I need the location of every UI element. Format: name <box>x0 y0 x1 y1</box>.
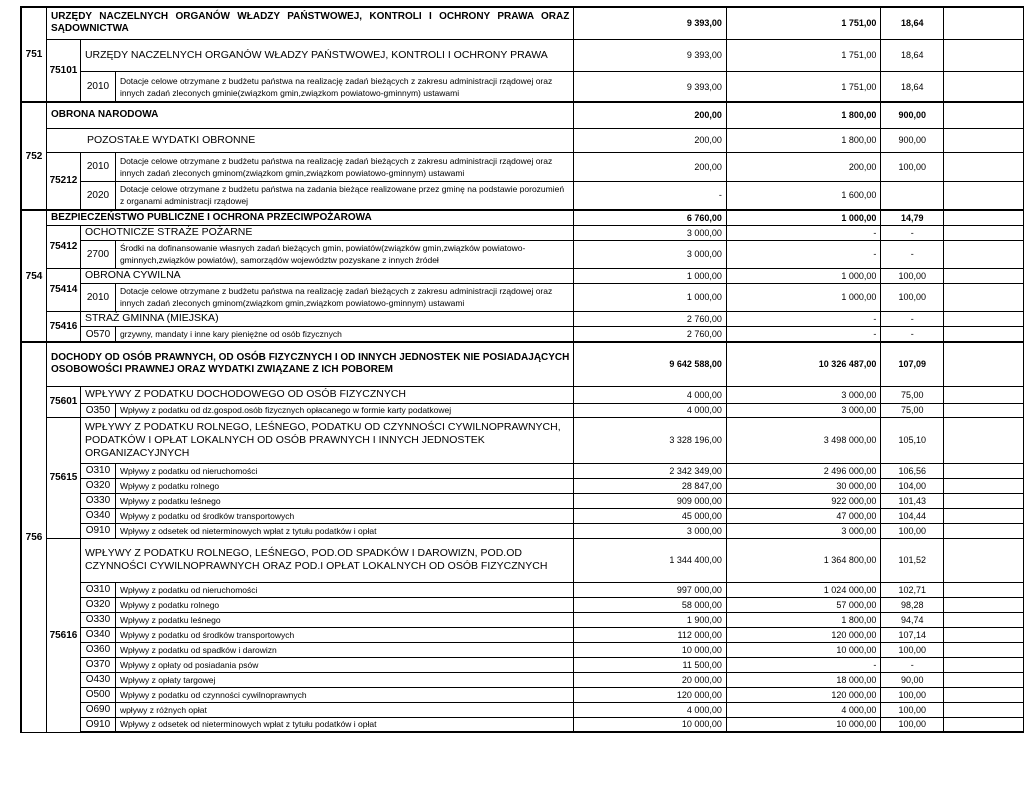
section-name: OBRONA NARODOWA <box>46 102 573 128</box>
percent-value: 14,79 <box>881 210 944 225</box>
paragraf-code: O330 <box>80 493 115 508</box>
dzial-code: 754 <box>21 210 46 342</box>
percent-value <box>881 181 944 210</box>
chapter-name: POZOSTAŁE WYDATKI OBRONNE <box>46 128 573 152</box>
paragraph-row <box>21 283 1024 311</box>
execution-value: - <box>726 657 880 672</box>
percent-value: 900,00 <box>881 128 944 152</box>
execution-value: 1 364 800,00 <box>726 538 880 582</box>
chapter-name: WPŁYWY Z PODATKU ROLNEGO, LEŚNEGO, POD.OD SPADKÓW I DAROWIZN, POD.OD CZYNNOŚCI CYWILNOPRAWNYCH ORAZ POD.I OPŁAT LOKALNYCH OD OSÓB FIZYCZNYCH <box>80 538 573 582</box>
empty-cell <box>944 717 1024 732</box>
percent-value: 100,00 <box>881 642 944 657</box>
plan-value: 2 342 349,00 <box>574 463 727 478</box>
rozdzial-code: 75601 <box>46 386 80 417</box>
plan-value: 909 000,00 <box>574 493 727 508</box>
paragraph-name: Wpływy z podatku od czynności cywilnoprawnych <box>115 687 573 702</box>
empty-cell <box>944 181 1024 210</box>
paragraph-name: Wpływy z podatku od nieruchomości <box>115 463 573 478</box>
execution-value: 10 326 487,00 <box>726 342 880 386</box>
percent-value: 75,00 <box>881 386 944 403</box>
paragraph-name: Dotacje celowe otrzymane z budżetu państwa na realizację zadań bieżących z zakresu administracji rządowej oraz innych zadań zleconych gminom(związkom gmin,związkom powiatowo-gminnym) ustawami <box>115 152 573 181</box>
empty-cell <box>944 417 1024 463</box>
plan-value: 2 760,00 <box>574 311 727 326</box>
paragraph-row <box>21 627 1024 642</box>
plan-value: 3 000,00 <box>574 523 727 538</box>
execution-value: 30 000,00 <box>726 478 880 493</box>
plan-value: 3 000,00 <box>574 225 727 240</box>
rozdzial-code: 75212 <box>46 152 80 210</box>
empty-cell <box>944 386 1024 403</box>
execution-value: 10 000,00 <box>726 717 880 732</box>
execution-value: 1 000,00 <box>726 210 880 225</box>
plan-value: 10 000,00 <box>574 642 727 657</box>
empty-cell <box>944 102 1024 128</box>
paragraph-name: Wpływy z opłaty targowej <box>115 672 573 687</box>
rozdzial-code: 75101 <box>46 39 80 102</box>
empty-cell <box>944 403 1024 417</box>
empty-cell <box>944 210 1024 225</box>
paragraph-row <box>21 597 1024 612</box>
execution-value: 4 000,00 <box>726 702 880 717</box>
section-name: URZĘDY NACZELNYCH ORGANÓW WŁADZY PAŃSTWOWEJ, KONTROLI I OCHRONY PRAWA ORAZ SĄDOWNICTWA <box>46 7 573 39</box>
percent-value: 18,64 <box>881 71 944 102</box>
percent-value: - <box>881 326 944 342</box>
empty-cell <box>944 493 1024 508</box>
empty-cell <box>944 687 1024 702</box>
plan-value: 200,00 <box>574 152 727 181</box>
percent-value: 101,43 <box>881 493 944 508</box>
rozdzial-code: 75414 <box>46 268 80 311</box>
paragraf-code: O360 <box>80 642 115 657</box>
dzial-code: 756 <box>21 342 46 732</box>
paragraf-code: 2020 <box>80 181 115 210</box>
percent-value: 107,14 <box>881 627 944 642</box>
plan-value: 58 000,00 <box>574 597 727 612</box>
empty-cell <box>944 128 1024 152</box>
chapter-row <box>21 386 1024 403</box>
paragraph-row <box>21 523 1024 538</box>
execution-value: 1 024 000,00 <box>726 582 880 597</box>
paragraph-name: Wpływy z podatku od nieruchomości <box>115 582 573 597</box>
execution-value: - <box>726 225 880 240</box>
paragraph-row <box>21 687 1024 702</box>
chapter-row <box>21 311 1024 326</box>
execution-value: 120 000,00 <box>726 687 880 702</box>
execution-value: 200,00 <box>726 152 880 181</box>
empty-cell <box>944 523 1024 538</box>
percent-value: 100,00 <box>881 283 944 311</box>
section-name: DOCHODY OD OSÓB PRAWNYCH, OD OSÓB FIZYCZNYCH I OD INNYCH JEDNOSTEK NIE POSIADAJĄCYCH OSOBOWOŚCI PRAWNEJ ORAZ WYDATKI ZWIĄZANE Z ICH POBOREM <box>46 342 573 386</box>
empty-cell <box>944 342 1024 386</box>
percent-value: 18,64 <box>881 39 944 71</box>
paragraf-code: O370 <box>80 657 115 672</box>
paragraf-code: O340 <box>80 627 115 642</box>
paragraph-row <box>21 508 1024 523</box>
percent-value: - <box>881 311 944 326</box>
paragraf-code: O350 <box>80 403 115 417</box>
execution-value: 3 000,00 <box>726 523 880 538</box>
paragraph-row <box>21 478 1024 493</box>
paragraph-row <box>21 152 1024 181</box>
chapter-row <box>21 268 1024 283</box>
plan-value: 1 000,00 <box>574 268 727 283</box>
rozdzial-code: 75615 <box>46 417 80 538</box>
paragraf-code: O430 <box>80 672 115 687</box>
paragraph-row <box>21 582 1024 597</box>
plan-value: 4 000,00 <box>574 386 727 403</box>
empty-cell <box>944 268 1024 283</box>
paragraph-name: Środki na dofinansowanie własnych zadań bieżących gmin, powiatów(związków gmin,związków powiatowo-gminnych,związków powiatów), samorządów województw pozyskane z innych źródeł <box>115 240 573 268</box>
paragraph-row <box>21 403 1024 417</box>
paragraph-name: Dotacje celowe otrzymane z budżetu państwa na realizację zadań bieżących z zakresu administracji rządowej oraz innych zadań zleconych gminie(związkom gmin,związkom powiatowo-gminnym) ustawami <box>115 71 573 102</box>
paragraph-name: Wpływy z odsetek od nieterminowych wpłat z tytułu podatków i opłat <box>115 717 573 732</box>
chapter-name: STRAŻ GMINNA (MIEJSKA) <box>80 311 573 326</box>
paragraph-name: Wpływy z podatku od spadków i darowizn <box>115 642 573 657</box>
empty-cell <box>944 152 1024 181</box>
percent-value: 100,00 <box>881 523 944 538</box>
plan-value: 120 000,00 <box>574 687 727 702</box>
section-row <box>21 210 1024 225</box>
plan-value: 1 900,00 <box>574 612 727 627</box>
section-row <box>21 342 1024 386</box>
percent-value: 100,00 <box>881 717 944 732</box>
percent-value: - <box>881 225 944 240</box>
paragraf-code: O910 <box>80 717 115 732</box>
plan-value: 1 344 400,00 <box>574 538 727 582</box>
execution-value: 1 000,00 <box>726 283 880 311</box>
paragraph-name: Wpływy z podatku od środków transportowych <box>115 508 573 523</box>
empty-cell <box>944 39 1024 71</box>
paragraf-code: O310 <box>80 463 115 478</box>
empty-cell <box>944 538 1024 582</box>
paragraph-name: Wpływy z podatku leśnego <box>115 612 573 627</box>
execution-value: 1 600,00 <box>726 181 880 210</box>
empty-cell <box>944 702 1024 717</box>
paragraph-name: Wpływy z podatku od dz.gospod.osób fizycznych opłacanego w formie karty podatkowej <box>115 403 573 417</box>
empty-cell <box>944 612 1024 627</box>
paragraph-name: Wpływy z podatku rolnego <box>115 478 573 493</box>
empty-cell <box>944 225 1024 240</box>
paragraph-name: Dotacje celowe otrzymane z budżetu państwa na realizację zadań bieżących z zakresu administracji rządowej oraz innych zadań zleconych gminom(związkom gmin,związkom powiatowo-gminnym) ustawami <box>115 283 573 311</box>
paragraph-name: grzywny, mandaty i inne kary pieniężne od osób fizycznych <box>115 326 573 342</box>
paragraph-row <box>21 642 1024 657</box>
paragraf-code: 2010 <box>80 283 115 311</box>
execution-value: 57 000,00 <box>726 597 880 612</box>
paragraf-code: O330 <box>80 612 115 627</box>
paragraf-code: O570 <box>80 326 115 342</box>
plan-value: 10 000,00 <box>574 717 727 732</box>
plan-value: 2 760,00 <box>574 326 727 342</box>
execution-value: 47 000,00 <box>726 508 880 523</box>
empty-cell <box>944 582 1024 597</box>
percent-value: 106,56 <box>881 463 944 478</box>
percent-value: - <box>881 657 944 672</box>
empty-cell <box>944 657 1024 672</box>
chapter-name: WPŁYWY Z PODATKU ROLNEGO, LEŚNEGO, PODATKU OD CZYNNOŚCI CYWILNOPRAWNYCH, PODATKÓW I OPŁAT LOKALNYCH OD OSÓB PRAWNYCH I INNYCH JEDNOSTEK ORGANIZACYJNYCH <box>80 417 573 463</box>
plan-value: 28 847,00 <box>574 478 727 493</box>
plan-value: 200,00 <box>574 128 727 152</box>
rozdzial-code: 75416 <box>46 311 80 342</box>
execution-value: 922 000,00 <box>726 493 880 508</box>
section-row <box>21 102 1024 128</box>
percent-value: 104,00 <box>881 478 944 493</box>
percent-value: 90,00 <box>881 672 944 687</box>
paragraf-code: O310 <box>80 582 115 597</box>
empty-cell <box>944 326 1024 342</box>
plan-value: 200,00 <box>574 102 727 128</box>
paragraf-code: O340 <box>80 508 115 523</box>
paragraph-row <box>21 717 1024 732</box>
paragraph-row <box>21 672 1024 687</box>
plan-value: 9 642 588,00 <box>574 342 727 386</box>
budget-income-table <box>20 6 1024 733</box>
paragraf-code: 2700 <box>80 240 115 268</box>
empty-cell <box>944 627 1024 642</box>
chapter-name: WPŁYWY Z PODATKU DOCHODOWEGO OD OSÓB FIZYCZNYCH <box>80 386 573 403</box>
empty-cell <box>944 7 1024 39</box>
empty-cell <box>944 463 1024 478</box>
paragraph-name: Wpływy z podatku rolnego <box>115 597 573 612</box>
empty-cell <box>944 597 1024 612</box>
rozdzial-code: 75412 <box>46 225 80 268</box>
dzial-code: 752 <box>21 102 46 210</box>
execution-value: - <box>726 311 880 326</box>
plan-value: 45 000,00 <box>574 508 727 523</box>
percent-value: 100,00 <box>881 687 944 702</box>
percent-value: 18,64 <box>881 7 944 39</box>
chapter-row <box>21 39 1024 71</box>
execution-value: 3 498 000,00 <box>726 417 880 463</box>
plan-value: 9 393,00 <box>574 7 727 39</box>
paragraf-code: O690 <box>80 702 115 717</box>
section-row <box>21 7 1024 39</box>
plan-value: 6 760,00 <box>574 210 727 225</box>
paragraph-row <box>21 240 1024 268</box>
empty-cell <box>944 672 1024 687</box>
paragraph-row <box>21 326 1024 342</box>
percent-value: 102,71 <box>881 582 944 597</box>
paragraph-name: Wpływy z podatku leśnego <box>115 493 573 508</box>
percent-value: 100,00 <box>881 152 944 181</box>
execution-value: 18 000,00 <box>726 672 880 687</box>
execution-value: 2 496 000,00 <box>726 463 880 478</box>
plan-value: 3 000,00 <box>574 240 727 268</box>
paragraph-row <box>21 493 1024 508</box>
chapter-row <box>21 417 1024 463</box>
execution-value: 3 000,00 <box>726 403 880 417</box>
percent-value: 94,74 <box>881 612 944 627</box>
paragraph-name: Wpływy z odsetek od nieterminowych wpłat z tytułu podatków i opłat <box>115 523 573 538</box>
plan-value: 4 000,00 <box>574 403 727 417</box>
execution-value: - <box>726 326 880 342</box>
execution-value: 120 000,00 <box>726 627 880 642</box>
empty-cell <box>944 508 1024 523</box>
paragraph-row <box>21 181 1024 210</box>
execution-value: 1 751,00 <box>726 71 880 102</box>
plan-value: 1 000,00 <box>574 283 727 311</box>
chapter-row <box>21 538 1024 582</box>
paragraph-row <box>21 71 1024 102</box>
empty-cell <box>944 283 1024 311</box>
paragraf-code: O910 <box>80 523 115 538</box>
paragraph-name: Dotacje celowe otrzymane z budżetu państwa na zadania bieżące realizowane przez gminę na podstawie porozumień z organami administracji rządowej <box>115 181 573 210</box>
empty-cell <box>944 478 1024 493</box>
paragraph-row <box>21 702 1024 717</box>
percent-value: 101,52 <box>881 538 944 582</box>
execution-value: 1 751,00 <box>726 39 880 71</box>
paragraph-name: Wpływy z podatku od środków transportowych <box>115 627 573 642</box>
plan-value: 9 393,00 <box>574 39 727 71</box>
plan-value: 3 328 196,00 <box>574 417 727 463</box>
percent-value: 100,00 <box>881 268 944 283</box>
chapter-row <box>21 128 1024 152</box>
percent-value: 900,00 <box>881 102 944 128</box>
execution-value: 1 800,00 <box>726 128 880 152</box>
paragraf-code: O320 <box>80 597 115 612</box>
empty-cell <box>944 311 1024 326</box>
execution-value: 1 800,00 <box>726 102 880 128</box>
section-name: BEZPIECZEŃSTWO PUBLICZNE I OCHRONA PRZECIWPOŻAROWA <box>46 210 573 225</box>
paragraf-code: O320 <box>80 478 115 493</box>
plan-value: 997 000,00 <box>574 582 727 597</box>
paragraf-code: O500 <box>80 687 115 702</box>
chapter-name: OBRONA CYWILNA <box>80 268 573 283</box>
plan-value: 9 393,00 <box>574 71 727 102</box>
execution-value: 3 000,00 <box>726 386 880 403</box>
plan-value: - <box>574 181 727 210</box>
paragraph-name: wpływy z różnych opłat <box>115 702 573 717</box>
rozdzial-code: 75616 <box>46 538 80 732</box>
execution-value: 10 000,00 <box>726 642 880 657</box>
percent-value: 75,00 <box>881 403 944 417</box>
execution-value: 1 000,00 <box>726 268 880 283</box>
paragraph-row <box>21 612 1024 627</box>
empty-cell <box>944 240 1024 268</box>
percent-value: 104,44 <box>881 508 944 523</box>
chapter-name: OCHOTNICZE STRAŻE POŻARNE <box>80 225 573 240</box>
percent-value: 105,10 <box>881 417 944 463</box>
percent-value: - <box>881 240 944 268</box>
chapter-name: URZĘDY NACZELNYCH ORGANÓW WŁADZY PAŃSTWOWEJ, KONTROLI I OCHRONY PRAWA <box>80 39 573 71</box>
execution-value: - <box>726 240 880 268</box>
paragraf-code: 2010 <box>80 152 115 181</box>
execution-value: 1 800,00 <box>726 612 880 627</box>
plan-value: 4 000,00 <box>574 702 727 717</box>
plan-value: 11 500,00 <box>574 657 727 672</box>
paragraf-code: 2010 <box>80 71 115 102</box>
dzial-code: 751 <box>21 7 46 102</box>
chapter-row <box>21 225 1024 240</box>
execution-value: 1 751,00 <box>726 7 880 39</box>
paragraph-name: Wpływy z opłaty od posiadania psów <box>115 657 573 672</box>
percent-value: 98,28 <box>881 597 944 612</box>
percent-value: 107,09 <box>881 342 944 386</box>
empty-cell <box>944 71 1024 102</box>
percent-value: 100,00 <box>881 702 944 717</box>
plan-value: 20 000,00 <box>574 672 727 687</box>
paragraph-row <box>21 657 1024 672</box>
paragraph-row <box>21 463 1024 478</box>
plan-value: 112 000,00 <box>574 627 727 642</box>
empty-cell <box>944 642 1024 657</box>
